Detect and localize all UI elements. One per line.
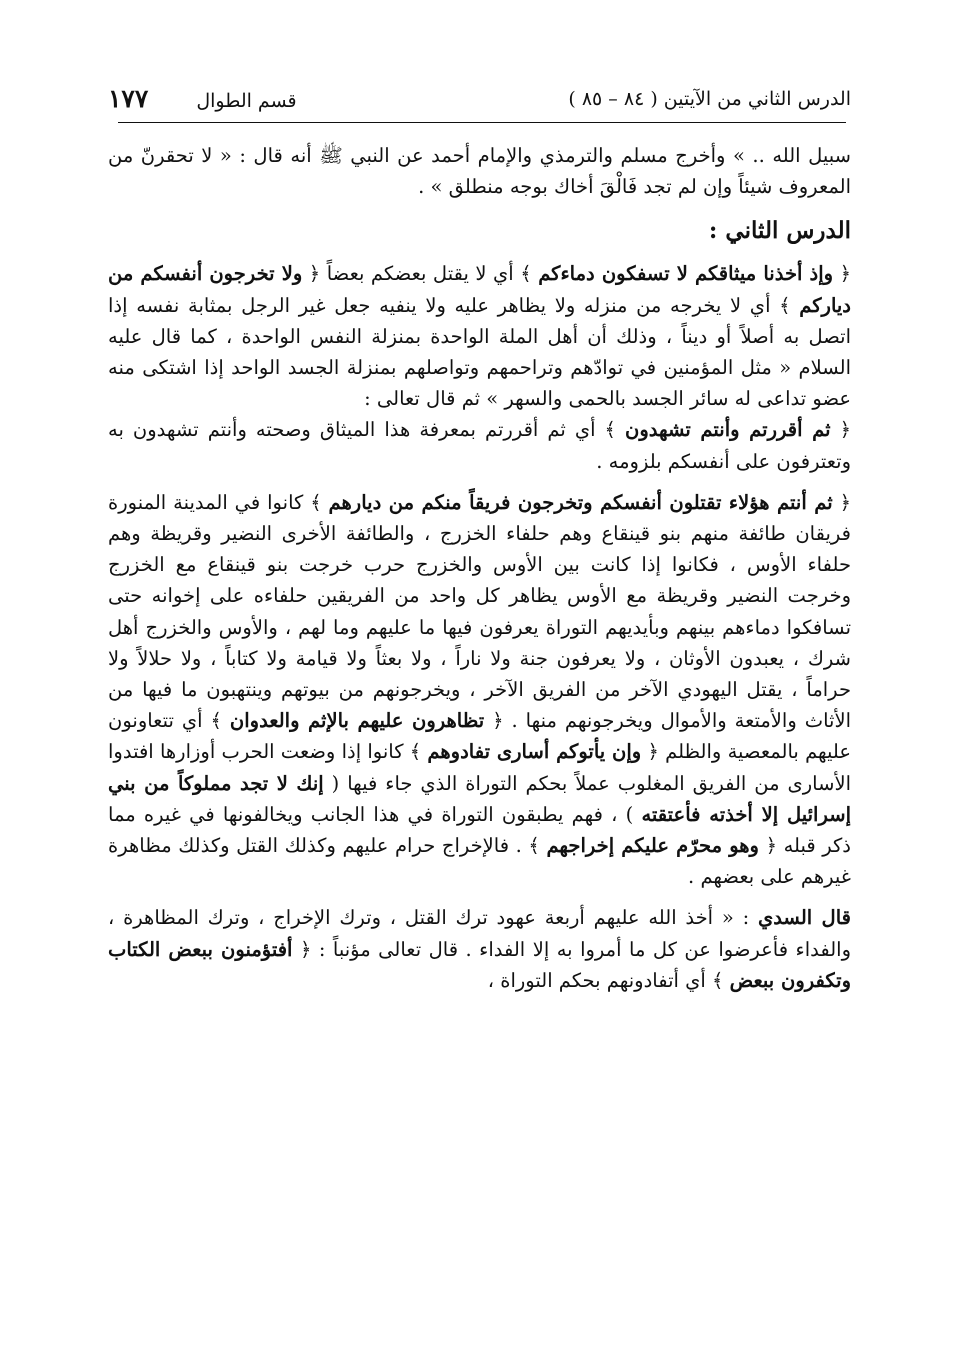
emphasized-phrase: وإن يأتوكم أسارى تفادوهم (427, 740, 642, 764)
emphasized-phrase: ثم أنتم هؤلاء تقتلون أنفسكم وتخرجون فريقاً منكم من ديارهم (328, 490, 833, 514)
paragraph-5 (108, 902, 851, 996)
paragraph-3 (108, 414, 851, 476)
text-run: ﴾ أي أتفادونهم بحكم التوراة ، (487, 968, 730, 992)
text-run: ﴾ كانوا إذا وضعت الحرب أوزارها افتدوا الأسارى من الفريق المغلوب عملاً بحكم التوراة الذي جاء فيها ( (108, 740, 852, 795)
emphasized-phrase: إنك لا تجد مملوكاً من بني إسرائيل إلا أخذته فأعتقته (108, 771, 851, 826)
text-run: ﴾ أي لا يخرجه من منزله ولا يظاهر عليه ولا ينفيه جعل غير الرجل بمثابة نفسه إذا اتصل به أصلاً أو ديناً ، وذلك أن أهل الملة الواحدة بمنزلة النفس الواحدة ، كما قال عليه السلام « مثل المؤمنين في توادّهم وتراحمهم وتواصلهم بمنزلة الجسد الواحد إذا اشتكى منه عضو تداعى له سائر الجسد بالحمى والسهر » ثم قال تعالى : (108, 293, 851, 411)
text-run: ﴾ أي تتعاونون عليهم بالمعصية والظلم ﴿ (108, 709, 852, 764)
emphasized-phrase: تظاهرون عليهم بالإثم والعدوان (229, 709, 485, 733)
text-run: ) ، فهم يطبقون التوراة في هذا الجانب ويخالفونها في غيره مما ذكر قبله ﴿ (108, 802, 851, 858)
header-left-group (108, 84, 297, 113)
emphasized-phrase: قال السدي (757, 906, 851, 930)
text-run: ﴿ (830, 418, 852, 442)
text-run: : « أخذ الله عليهم أربعة عهود ترك القتل ، وترك الإخراج ، وترك المظاهرة ، والفداء فأعرضوا عن كل ما أمروا به إلا الفداء . قال تعالى مؤنباً : ﴿ (108, 906, 852, 961)
paragraph-1: سبيل الله .. » وأخرج مسلم والترمذي والإمام أحمد عن النبي ﷺ أنه قال : « لا تحقرنّ من المعروف شيئاً وإن لم تجد فَالْقَ أخاك بوجه منطلق » . (108, 144, 851, 199)
text-run: ﴿ (832, 490, 852, 514)
running-header (108, 84, 851, 114)
page-body (108, 140, 851, 996)
emphasized-phrase: ثم أقررتم وأنتم تشهدون (625, 418, 831, 442)
paragraph-4 (108, 487, 851, 893)
header-divider (118, 122, 846, 123)
text-run: ﴾ كانوا في المدينة المنورة فريقان طائفة منهم بنو قينقاع وهم حلفاء الخزرج ، والطائفة الأخرى النضير وقريظة وهم حلفاء الأوس ، فكانوا إذا كانت بين الأوس والخزرج حرب خرجت بنو قينقاع مع الخزرج وخرجت النضير وقريظة مع الأوس يظاهر كل واحد من الفريقين حلفاءه على إخوانه حتى تسافكوا دماءهم بينهم وبأيديهم التوراة يعرفون فيها ما عليهم وما لهم ، والأوس والخزرج أهل شرك ، يعبدون الأوثان ، ولا يعرفون جنة ولا ناراً ، ولا بعثاً ولا قيامة ولا كتاباً ، ولا حلالاً ولا حراماً ، يقتل اليهودي الآخر من الفريق الآخر ، ويخرجونهم من بيوتهم وينتهبون ما فيها من الأثاث والأمتعة والأموال ويخرجونهم منها . ﴿ (108, 490, 851, 733)
section-name: قسم الطوال (196, 90, 297, 112)
emphasized-phrase: ولا تخرجون أنفسكم من دياركم (108, 262, 851, 317)
emphasized-phrase: أفتؤمنون ببعض الكتاب وتكفرون ببعض (108, 937, 851, 992)
paragraph-2 (108, 258, 851, 414)
lesson-heading: الدرس الثاني : (708, 217, 851, 245)
text-run: ﴾ أي لا يقتل بعضكم بعضاً ﴿ (302, 262, 539, 286)
text-run: ﴾ أي ثم أقررتم بمعرفة هذا الميثاق وصحته وأنتم تشهدون به وتعترفون على أنفسكم بلزومه . (108, 418, 851, 473)
page-number: ١٧٧ (108, 84, 149, 113)
emphasized-phrase: وهو محرّم عليكم إخراجهم (546, 834, 759, 858)
text-run: ﴿ (833, 262, 852, 286)
text-run: ﴾ . فالإخراج حرام عليهم وكذلك القتل وكذلك مظاهرة غيرهم على بعضهم . (108, 834, 851, 889)
emphasized-phrase: وإذ أخذنا ميثاقكم لا تسفكون دماءكم (538, 262, 834, 286)
lesson-title: الدرس الثاني من الآيتين ( ٨٤ – ٨٥ ) (568, 88, 851, 110)
